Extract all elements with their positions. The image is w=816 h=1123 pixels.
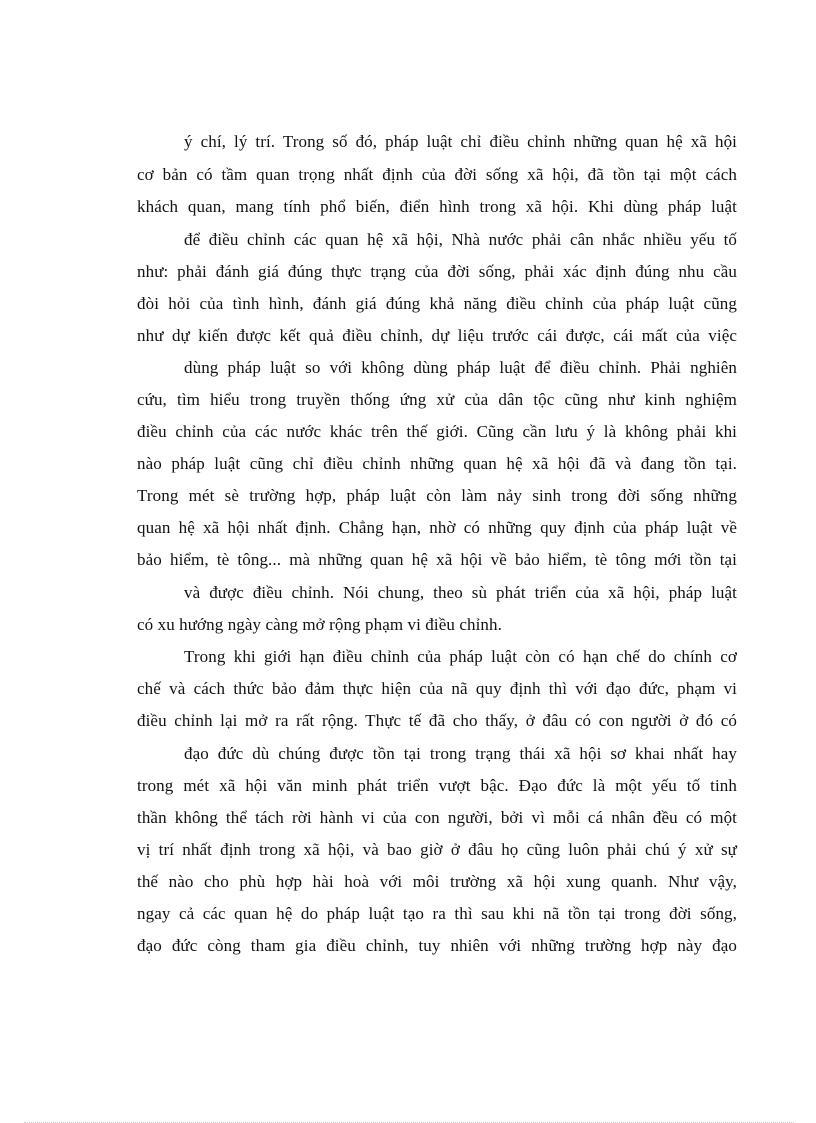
text-line: khách quan, mang tính phổ biến, điển hình trong xã hội. Khi dùng pháp luật [137, 197, 737, 216]
text-line: bảo hiểm, tè tông... mà những quan hệ xã hội về bảo hiểm, tè tông mới tồn tại [137, 550, 737, 569]
text-line: có xu hướng ngày càng mở rộng phạm vi điều chỉnh. [137, 615, 502, 634]
text-line: chế và cách thức bảo đảm thực hiện của nã quy định thì với đạo đức, phạm vi [137, 679, 737, 698]
text-line: điều chỉnh của các nước khác trên thế giới. Cũng cần lưu ý là không phải khi [137, 422, 737, 441]
text-line: thần không thể tách rời hành vi của con người, bởi vì mỗi cá nhân đều có một [137, 808, 737, 827]
text-line: vị trí nhất định trong xã hội, và bao giờ ở đâu họ cũng luôn phải chú ý xử sự [137, 840, 737, 859]
text-line: đạo đức còng tham gia điều chỉnh, tuy nhiên với những trường hợp này đạo [137, 936, 737, 955]
text-line: đạo đức dù chúng được tồn tại trong trạng thái xã hội sơ khai nhất hay [184, 744, 737, 763]
text-line: và được điều chỉnh. Nói chung, theo sù phát triển của xã hội, pháp luật [184, 583, 737, 602]
text-line: Trong khi giới hạn điều chỉnh của pháp luật còn có hạn chế do chính cơ [184, 647, 737, 666]
text-line: quan hệ xã hội nhất định. Chẳng hạn, nhờ có những quy định của pháp luật về [137, 518, 737, 537]
text-line: đòi hỏi của tình hình, đánh giá đúng khả năng điều chỉnh của pháp luật cũng [137, 294, 737, 313]
text-line: trong mét xã hội văn minh phát triển vượt bậc. Đạo đức là một yếu tố tinh [137, 776, 737, 795]
text-line: thế nào cho phù hợp hài hoà với môi trường xã hội xung quanh. Như vậy, [137, 872, 737, 891]
text-line: như: phải đánh giá đúng thực trạng của đời sống, phải xác định đúng nhu cầu [137, 262, 737, 281]
text-line: cứu, tìm hiểu trong truyền thống ứng xử của dân tộc cũng như kinh nghiệm [137, 390, 737, 409]
text-line: để điều chỉnh các quan hệ xã hội, Nhà nước phải cân nhắc nhiều yếu tố [184, 230, 737, 249]
text-line: nào pháp luật cũng chỉ điều chỉnh những quan hệ xã hội đã và đang tồn tại. [137, 454, 737, 473]
text-line: điều chỉnh lại mở ra rất rộng. Thực tế đã cho thấy, ở đâu có con người ở đó có [137, 711, 737, 730]
text-line: Trong mét sè trường hợp, pháp luật còn làm nảy sinh trong đời sống những [137, 486, 737, 505]
text-line: ngay cả các quan hệ do pháp luật tạo ra thì sau khi nã tồn tại trong đời sống, [137, 904, 737, 923]
text-line: như dự kiến được kết quả điều chỉnh, dự liệu trước cái được, cái mất của việc [137, 326, 737, 345]
text-line: ý chí, lý trí. Trong số đó, pháp luật chỉ điều chỉnh những quan hệ xã hội [184, 132, 737, 151]
text-line: cơ bản có tầm quan trọng nhất định của đời sống xã hội, đã tồn tại một cách [137, 165, 737, 184]
text-line: dùng pháp luật so với không dùng pháp luật để điều chỉnh. Phải nghiên [184, 358, 737, 377]
